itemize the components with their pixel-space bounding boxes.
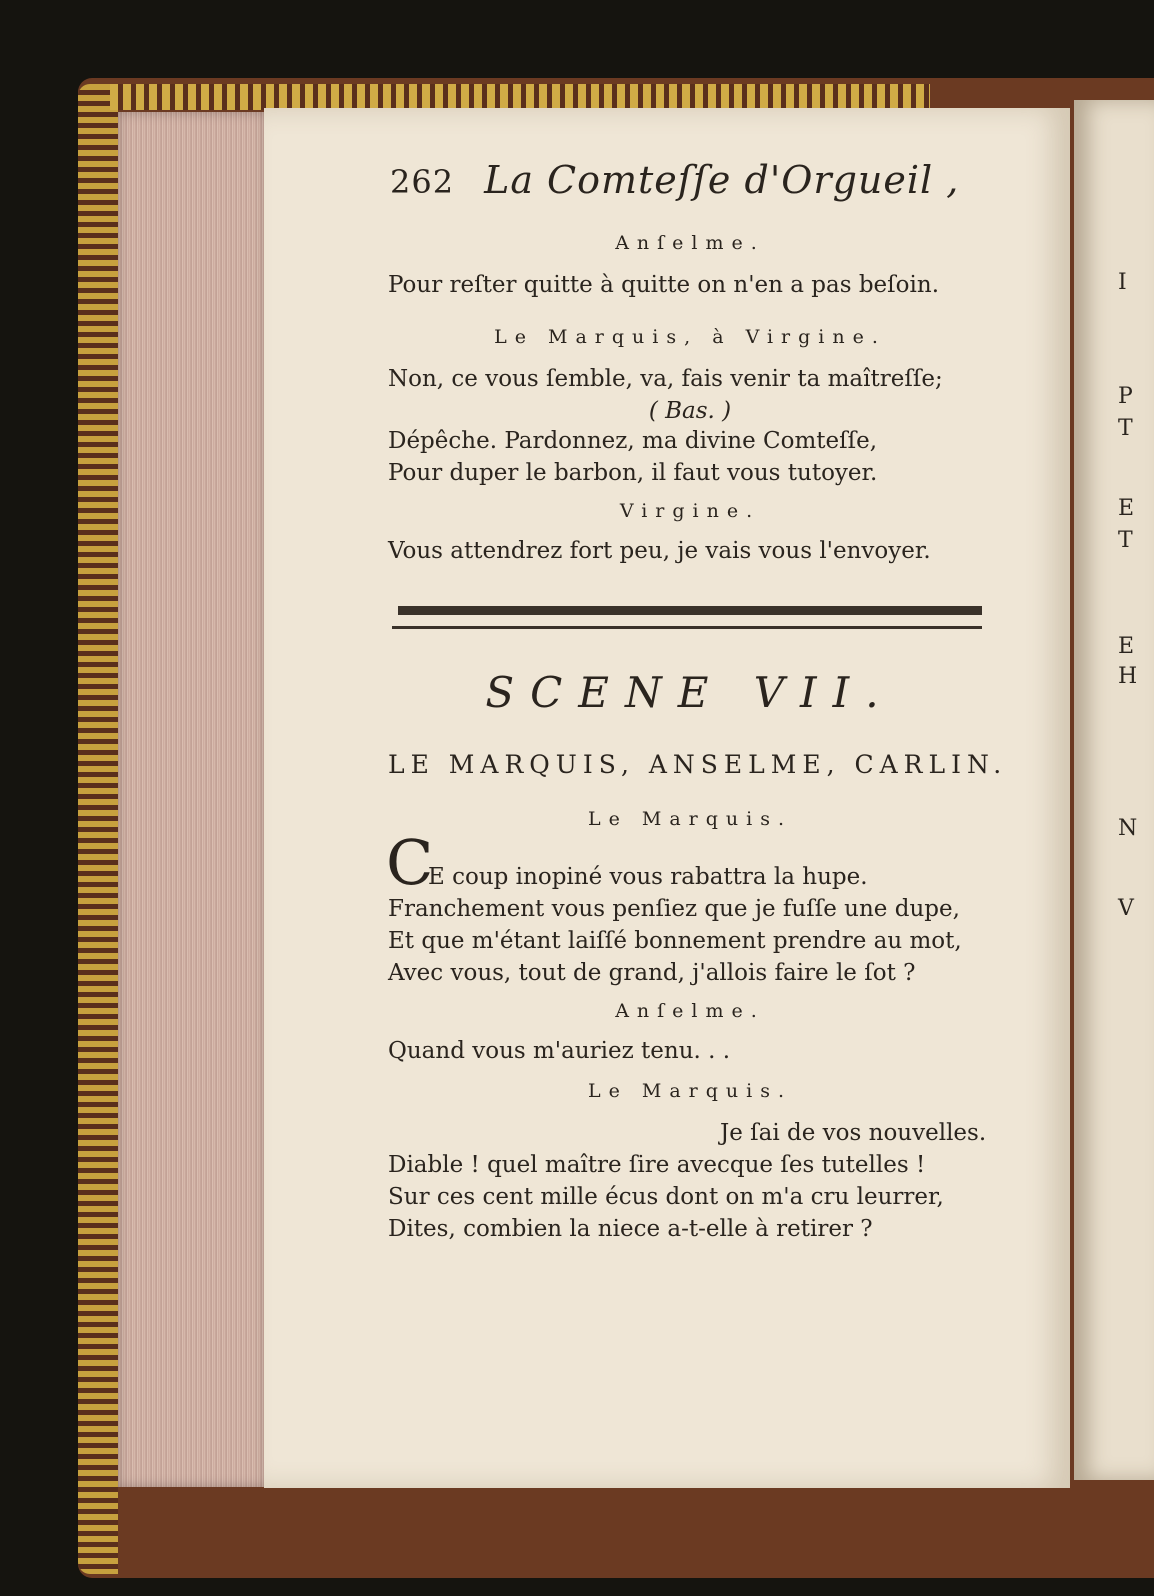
book-page [264,108,1070,1488]
speaker-name: Le Marquis, à Virgine. [494,326,886,348]
verse-line: Vous attendrez fort peu, je vais vous l'envoyer. [388,538,931,564]
verse-line: Franchement vous penſiez que je fuſſe une dupe, [388,896,960,922]
page-edges [118,112,266,1487]
verse-line: Quand vous m'auriez tenu. . . [388,1038,731,1064]
speaker-name: Le Marquis. [587,1080,793,1102]
section-rule-thin [392,626,982,629]
facing-letter: H [1118,664,1138,689]
verse-line: Et que m'étant laiſſé bonnement prendre au mot, [388,928,962,954]
section-rule [398,606,982,615]
gilt-top-band [110,84,930,110]
stage-direction: ( Bas. ) [648,398,732,424]
verse-line: Dépêche. Pardonnez, ma divine Comteſſe, [388,428,878,454]
verse-line: E coup inopiné vous rabattra la hupe. [428,864,868,890]
facing-page [1074,100,1154,1480]
verse-line: Pour reſter quitte à quitte on n'en a pas beſoin. [388,272,940,298]
page-number: 262 [390,163,455,201]
facing-letter: T [1118,416,1133,441]
speaker-name: Virgine. [619,500,761,522]
drop-cap: C [386,826,434,899]
scene-title: SCENE VII. [485,668,895,717]
facing-letter: E [1118,634,1135,659]
running-title: La Comteſſe d'Orgueil , [484,158,960,202]
verse-line: Diable ! quel maître ſire avecque ſes tutelles ! [388,1152,926,1178]
verse-line: Sur ces cent mille écus dont on m'a cru leurrer, [388,1184,944,1210]
running-header [390,158,959,202]
verse-line: Non, ce vous ſemble, va, fais venir ta maîtreſſe; [388,366,943,392]
facing-letter: P [1118,384,1133,409]
verse-line: Avec vous, tout de grand, j'allois faire le ſot ? [388,960,916,986]
gilt-spine [78,84,118,1574]
facing-letter: V [1118,896,1134,921]
verse-line: Je ſai de vos nouvelles. [720,1120,987,1146]
facing-letter: I [1118,270,1127,295]
facing-letter: N [1118,816,1138,841]
verse-line: Dites, combien la niece a-t-elle à retirer ? [388,1216,873,1242]
scene-cast: LE MARQUIS, ANSELME, CARLIN. [388,750,1008,779]
facing-letter: E [1118,496,1135,521]
speaker-name: Anſelme. [615,232,765,254]
facing-letter: T [1118,528,1133,553]
speaker-name: Le Marquis. [587,808,793,830]
speaker-name: Anſelme. [615,1000,765,1022]
verse-line: Pour duper le barbon, il faut vous tutoyer. [388,460,878,486]
